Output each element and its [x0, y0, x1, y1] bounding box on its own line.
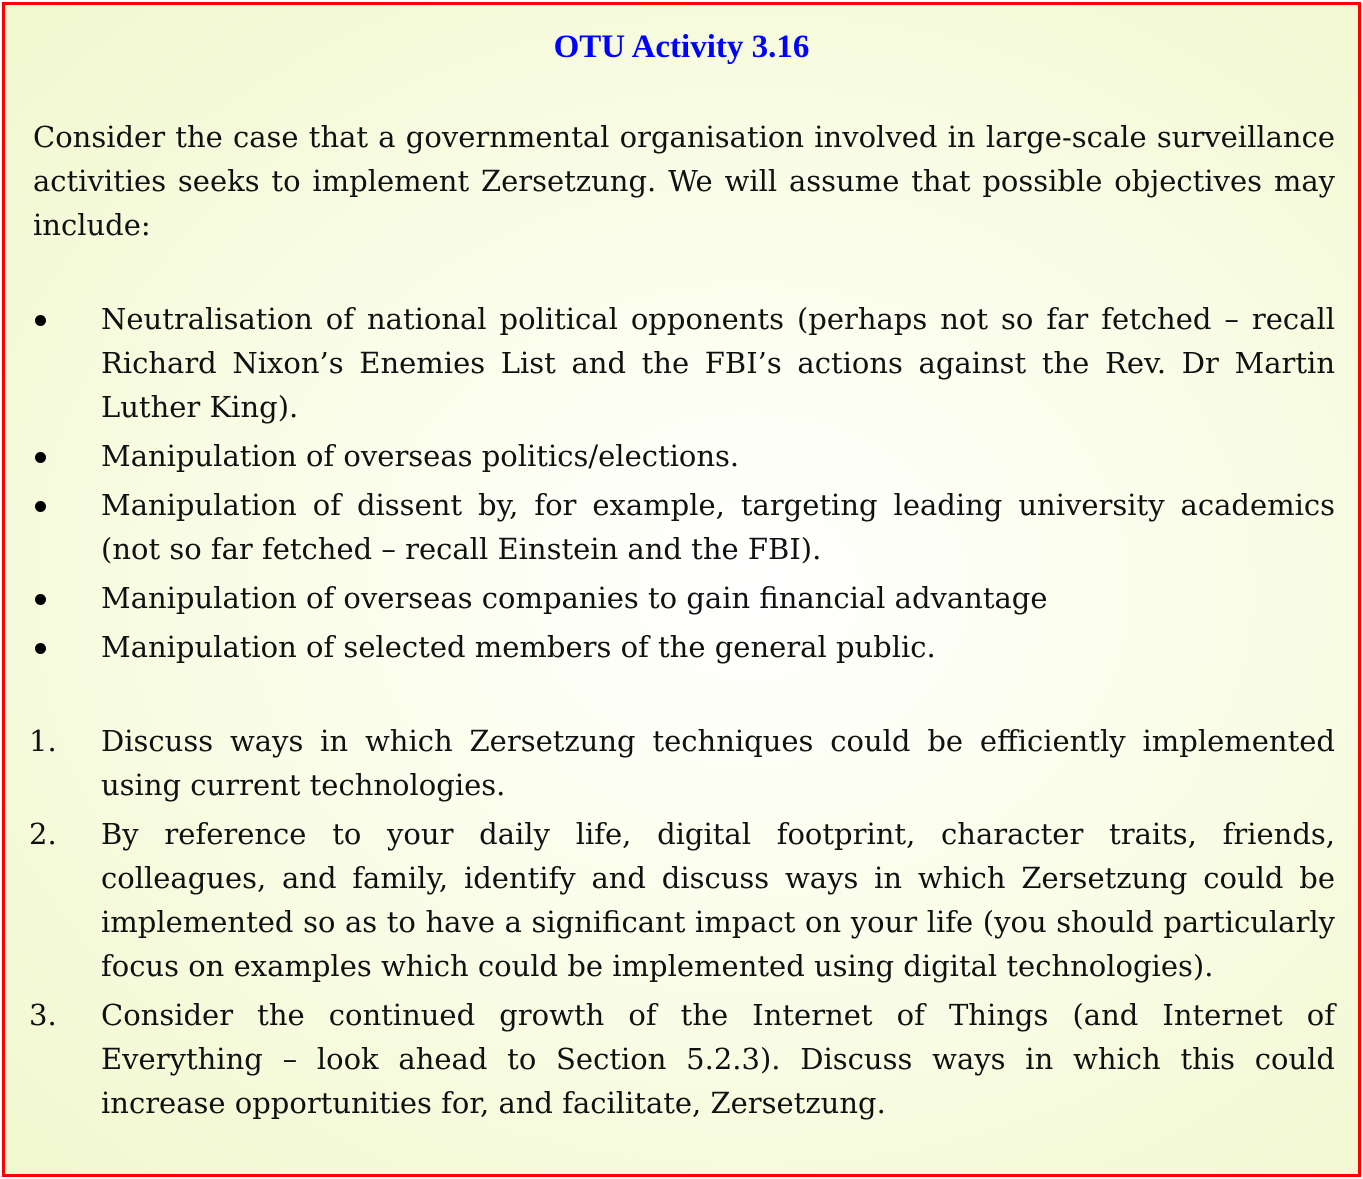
objective-item	[33, 483, 1335, 571]
task-number: 1.	[29, 724, 57, 758]
bullet-icon	[35, 315, 46, 326]
objective-item	[33, 297, 1335, 429]
objective-item	[33, 434, 1335, 478]
bullet-icon	[35, 501, 46, 512]
objective-item	[33, 576, 1335, 620]
objective-item	[33, 625, 1335, 669]
objective-text: Manipulation of selected members of the general public.	[101, 630, 936, 664]
objective-text: Manipulation of overseas companies to gain financial advantage	[101, 581, 1048, 615]
objective-text: Manipulation of dissent by, for example, targeting leading university academics (not so far fetched – recall Einstein and the FBI).	[101, 488, 1335, 566]
bullet-icon	[35, 594, 46, 605]
objective-text: Neutralisation of national political opponents (perhaps not so far fetched – recall Richard Nixon’s Enemies List and the FBI’s actions against the Rev. Dr Martin Luther King).	[101, 302, 1335, 424]
objectives-list	[33, 297, 1335, 674]
intro-paragraph: Consider the case that a governmental organisation involved in large-scale surveillance activities seeks to implement Zersetzung. We will assume that possible objectives may include:	[33, 120, 1335, 242]
task-text: Discuss ways in which Zersetzung techniques could be efficiently implemented using current technologies.	[101, 724, 1335, 802]
task-number: 3.	[29, 998, 57, 1032]
bullet-icon	[35, 452, 46, 463]
bullet-icon	[35, 643, 46, 654]
task-number: 2.	[29, 817, 57, 851]
objective-text: Manipulation of overseas politics/elections.	[101, 439, 740, 473]
task-text: By reference to your daily life, digital footprint, character traits, friends, colleagues, and family, identify and discuss ways in which Zersetzung could be implemented so as to have a significant impact on your life (you should particularly focus on examples which could be implemented using digital technologies).	[101, 817, 1335, 983]
tasks-list	[29, 719, 1335, 1130]
task-item	[29, 993, 1335, 1125]
activity-title: OTU Activity 3.16	[553, 29, 810, 65]
task-item	[29, 719, 1335, 807]
task-text: Consider the continued growth of the Internet of Things (and Internet of Everything – look ahead to Section 5.2.3). Discuss ways in which this could increase opportunities for, and facilitate, Zersetzung.	[101, 998, 1335, 1120]
task-item	[29, 812, 1335, 988]
activity-box	[2, 2, 1361, 1177]
